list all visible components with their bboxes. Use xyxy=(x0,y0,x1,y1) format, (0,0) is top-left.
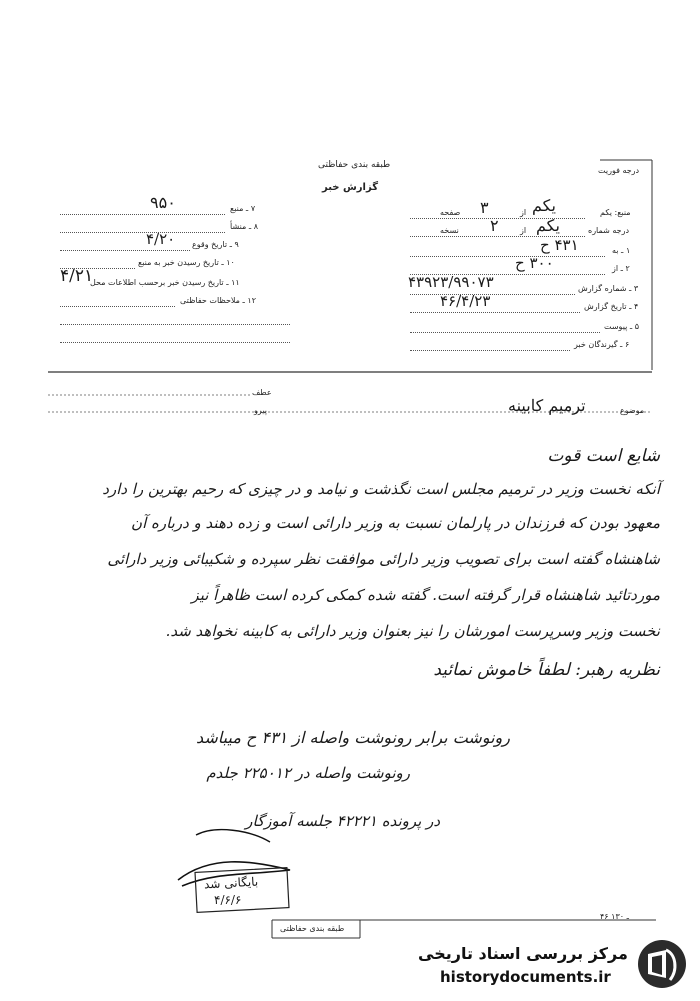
report-type-title: گزارش خبر xyxy=(322,182,379,193)
rf-value-2: یکم xyxy=(536,216,560,235)
body-line-4: شاهنشاه گفته است برای تصویب وزیر دارائی موافقت نظر سپرده و شکیبائی وزیر دارائی xyxy=(107,550,660,568)
annotation-copy-note: رونوشت برابر رونوشت واصله از ۴۳۱ ح میباشد xyxy=(195,728,510,747)
footer-security-class: طبقه بندی حفاظتی xyxy=(280,924,345,933)
rf-label-8: ۶ ـ گیرندگان خبر xyxy=(574,340,630,349)
archive-logo-icon xyxy=(636,938,688,990)
rf-middle-1: از xyxy=(520,208,527,217)
lf-label-6: ۱۲ ـ ملاحظات حفاظتی xyxy=(180,296,256,305)
rf-value-6: ۴۶/۴/۲۳ xyxy=(440,292,491,310)
subject-label: موضوع xyxy=(620,406,645,415)
lf-value-5: ۴/۲۱ xyxy=(60,266,94,286)
body-line-6: نخست وزیر وسرپرست امورشان را نیز بعنوان وزیر دارائی به کابینه نخواهد شد. xyxy=(165,622,660,640)
atf-label: عطف xyxy=(252,388,272,397)
body-line-2: آنکه نخست وزیر در ترمیم مجلس است نگذشت و نیامد و در چیزی که رحیم بهترین را دارد xyxy=(102,480,660,498)
rf-label-2: درجه شماره xyxy=(588,226,630,235)
security-class-label: طبقه بندی حفاظتی xyxy=(318,160,391,170)
rf-label-4: ۲ ـ از xyxy=(612,264,630,273)
annotation-received: رونوشت واصله در ۲۲۵۰۱۲ جلدم xyxy=(206,764,410,782)
lf-value-1: ۹۵۰ xyxy=(150,193,176,212)
rf-value-1b: ۳ xyxy=(480,198,489,217)
lf-label-3: ۹ ـ تاریخ وقوع xyxy=(192,240,239,249)
rf-value-3: ۴۳۱ ح xyxy=(540,236,579,254)
archive-date: ۴/۶/۶ xyxy=(214,893,242,907)
body-line-7: نظریه رهبر: لطفاً خاموش نمائید xyxy=(433,660,660,680)
rf-label-6: ۴ ـ تاریخ گزارش xyxy=(584,302,639,311)
rf-middle-2: از xyxy=(520,226,527,235)
rf-label-7: ۵ ـ پیوست xyxy=(604,322,640,331)
body-line-1: شایع است قوت xyxy=(547,446,660,466)
body-line-5: موردتائید شاهنشاه قرار گرفته است. گفته شده کمکی کرده است ظاهراً نیز xyxy=(191,586,660,604)
rf-label-5: ۳ ـ شماره گزارش xyxy=(578,284,639,293)
rf-end-2: نسخه xyxy=(440,226,459,235)
lf-label-1: ۷ ـ منبع xyxy=(230,204,256,213)
archive-stamp: بایگانی شد xyxy=(203,874,259,892)
rf-value-5: ۴۳۹۲۳/۹۹۰۷۳ xyxy=(408,273,494,291)
body-line-3: معهود بودن که فرزندان در پارلمان نسبت به وزیر دارائی است و زده دهند و درباره آن xyxy=(131,514,660,532)
rf-label-3: ۱ ـ به xyxy=(612,246,631,255)
rf-value-4: ۳۰۰ ح xyxy=(515,254,554,272)
lf-label-2: ۸ ـ منشأ xyxy=(230,222,258,231)
watermark-title: مرکز بررسی اسناد تاریخی xyxy=(418,944,628,963)
form-code: ۴۶ ـ ۱۳۰ xyxy=(600,912,629,921)
watermark-url: historydocuments.ir xyxy=(440,968,611,986)
lf-value-3: ۴/۲۰ xyxy=(146,230,176,248)
rf-value-1: یکم xyxy=(532,196,556,215)
peyro-label: پیرو xyxy=(254,406,267,415)
lf-label-4: ۱۰ ـ تاریخ رسیدن خبر به منبع xyxy=(138,258,235,267)
lf-label-5: ۱۱ ـ تاریخ رسیدن خبر برحسب اطلاعات محل xyxy=(90,278,240,287)
urgency-label: درجه فوریت xyxy=(598,166,640,175)
annotation-file: در پرونده ۴۲۲۲۱ جلسه آموزگار xyxy=(245,812,440,830)
rf-label-1: منبع: یکم xyxy=(600,208,631,217)
rf-value-2b: ۲ xyxy=(490,216,499,235)
rf-end-1: صفحه xyxy=(440,208,461,217)
subject-value: ترمیم کابینه xyxy=(508,396,586,415)
